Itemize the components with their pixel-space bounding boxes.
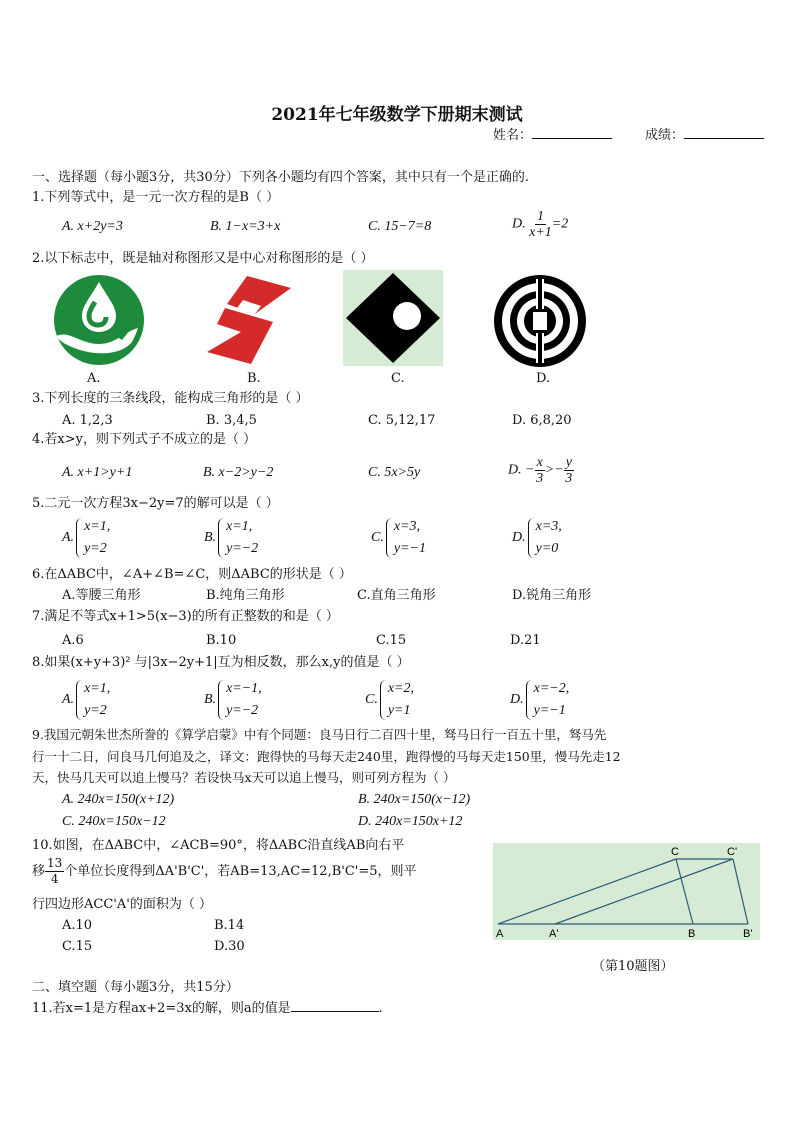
q3-option-a: A. 1,2,3: [62, 413, 113, 428]
q2-stem: 2.以下标志中，既是轴对称图形又是中心对称图形的是（ ）: [32, 251, 374, 266]
q6-option-c: C.直角三角形: [357, 588, 436, 603]
q8-option-c: C. x=2, y=1: [365, 678, 414, 722]
q11-answer-blank[interactable]: [291, 1011, 379, 1012]
q4-option-c: C. 5x>5y: [368, 465, 421, 480]
section2-heading: 二、填空题（每小题3分，共15分）: [32, 980, 239, 995]
q11-stem: 11.若x=1是方程ax+2=3x的解，则a的值是 .: [32, 1001, 383, 1016]
fig-label-a-prime: A': [549, 928, 559, 940]
q4-option-b: B. x−2>y−2: [203, 465, 274, 480]
q5-option-c: C. x=3, y=−1: [371, 516, 426, 560]
q10-option-a: A.10: [62, 918, 93, 933]
q9-option-a: A. 240x=150(x+12): [62, 792, 175, 807]
q2-label-b: B.: [247, 371, 261, 386]
q10-caption: （第10题图）: [592, 959, 674, 974]
fig-label-c: C: [671, 846, 679, 858]
q9-option-d: D. 240x=150x+12: [358, 814, 463, 829]
logo-b-suzuki: [203, 274, 295, 366]
fig-label-a: A: [496, 928, 504, 940]
q1-option-b: B. 1−x=3+x: [210, 219, 281, 234]
q10-option-c: C.15: [62, 939, 93, 954]
q9-line3: 天，快马几天可以追上慢马？若设快马x天可以追上慢马，则可列方程为（ ）: [32, 770, 456, 785]
q4-option-a: A. x+1>y+1: [62, 465, 133, 480]
q3-stem: 3.下列长度的三条线段，能构成三角形的是（ ）: [32, 391, 309, 406]
q9-line1: 9.我国元朝朱世杰所誊的《算学启蒙》中有个同题：良马日行二百四十里，驽马日行一百五十里，驽马先: [32, 727, 607, 742]
q10-line3: 行四边形ACC'A'的面积为（ ）: [32, 897, 212, 912]
score-field[interactable]: [645, 128, 764, 144]
name-label: 姓名：: [493, 128, 533, 143]
q4-option-d: D. − $\frac{x}{3}$ >− $\frac{y}{3}$: [508, 455, 573, 486]
q7-option-a: A.6: [62, 633, 84, 648]
logo-c-diamond: [343, 270, 443, 366]
q3-option-c: C. 5,12,17: [368, 413, 436, 428]
logo-d-coin: [492, 273, 588, 369]
q8-option-b: B. x=−1, y=−2: [204, 678, 262, 722]
fig-label-c-prime: C': [727, 846, 738, 858]
q8-stem: 8.如果(x+y+3)² 与|3x−2y+1|互为相反数，那么x,y的值是（ ）: [32, 655, 410, 670]
q10-figure: [493, 843, 760, 940]
q3-option-b: B. 3,4,5: [206, 413, 257, 428]
q8-option-d: D. x=−2, y=−1: [510, 678, 569, 722]
q1-stem: 1.下列等式中，是一元一次方程的是B（ ）: [32, 190, 280, 205]
fig-label-b: B: [688, 928, 696, 940]
q9-line2: 行一十二日，问良马几何追及之，译文：跑得快的马每天走240里，跑得慢的马每天走150里，慢马先走12: [32, 749, 621, 764]
q6-option-d: D.锐角三角形: [512, 588, 592, 603]
q8-option-a: A. x=1, y=2: [62, 678, 110, 722]
q1-option-c: C. 15−7=8: [368, 219, 432, 234]
q5-stem: 5.二元一次方程3x−2y=7的解可以是（ ）: [32, 496, 279, 511]
q2-label-a: A.: [87, 371, 101, 386]
q7-option-b: B.10: [206, 633, 237, 648]
q10-option-d: D.30: [214, 939, 245, 954]
q7-option-d: D.21: [510, 633, 541, 648]
section1-heading: 一、选择题（每小题3分，共30分）下列各小题均有四个答案，其中只有一个是正确的.: [32, 170, 529, 185]
logo-a-water-drop: [50, 274, 150, 366]
fig-label-b-prime: B': [743, 928, 753, 940]
q7-option-c: C.15: [376, 633, 407, 648]
q10-option-b: B.14: [214, 918, 245, 933]
page-title: 2021年七年级数学下册期末测试: [271, 105, 523, 125]
q4-stem: 4.若x>y，则下列式子不成立的是（ ）: [32, 432, 257, 447]
q1-option-a: A. x+2y=3: [62, 219, 123, 234]
logo-c-background: [343, 270, 443, 366]
q10-figure-diagram: [493, 843, 760, 940]
q2-label-c: C.: [391, 371, 405, 386]
score-label: 成绩：: [645, 128, 685, 143]
q6-option-a: A.等腰三角形: [62, 588, 141, 603]
q5-option-a: A. x=1, y=2: [62, 516, 110, 560]
q3-option-d: D. 6,8,20: [512, 413, 572, 428]
q1-option-d: D. $\frac{1}{x+1}$ =2: [512, 209, 569, 240]
q6-stem: 6.在ΔABC中，∠A+∠B=∠C，则ΔABC的形状是（ ）: [32, 567, 352, 582]
q6-option-b: B.纯角三角形: [206, 588, 285, 603]
q7-stem: 7.满足不等式x+1>5(x−3)的所有正整数的和是（ ）: [32, 609, 339, 624]
q2-label-d: D.: [536, 371, 551, 386]
q9-option-b: B. 240x=150(x−12): [358, 792, 471, 807]
q10-line2: 移 $\frac{13}{4}$ 个单位长度得到ΔA'B'C'，若AB=13,AC=12,B'C'=5，则平: [32, 856, 417, 886]
q5-option-d: D. x=3, y=0: [512, 516, 562, 560]
name-field[interactable]: [493, 128, 612, 144]
q5-option-b: B. x=1, y=−2: [204, 516, 258, 560]
q9-option-c: C. 240x=150x−12: [62, 814, 166, 829]
q10-line1: 10.如图，在ΔABC中，∠ACB=90°，将ΔABC沿直线AB向右平: [32, 838, 405, 853]
